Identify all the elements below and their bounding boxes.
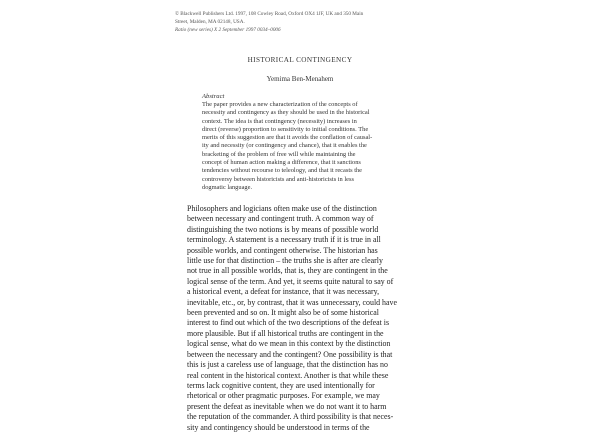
body-line: terms lack cognitive content, they are used intentionally for <box>187 380 375 390</box>
body-line: rhetorical or other pragmatic purposes. For example, we may <box>187 391 380 401</box>
abstract-text <box>202 101 418 192</box>
body-line: the reputation of the commander. A third possibility is that neces- <box>187 412 394 422</box>
abstract-line: tendencies without recourse to teleology, and that it recasts the <box>202 167 363 175</box>
body-line: logical sense of the term. And yet, it seems quite natural to say of <box>187 276 394 286</box>
copyright-line: Ratio (new series) X 2 September 1997 0034–0006 <box>175 27 281 33</box>
body-paragraph <box>187 204 452 433</box>
body-line: between necessary and contingent truth. A common way of <box>187 214 374 224</box>
body-line: possible worlds, and contingent otherwise. The historian has <box>187 245 378 255</box>
body-line: inevitable, etc., or, by contrast, that it was unnecessary, could have <box>187 297 397 307</box>
article-author: Yemima Ben-Menahem <box>266 75 334 83</box>
body-line: real content in the historical context. Another is that while these <box>187 370 389 380</box>
body-line: between the necessary and the contingent? One possibility is that <box>187 349 393 359</box>
abstract-line: The paper provides a new characterization of the concepts of <box>202 101 358 108</box>
body-line: a historical event, a defeat for instance, that it was necessary, <box>187 287 380 297</box>
copyright-line: © Blackwell Publishers Ltd. 1997, 108 Cowley Road, Oxford OX4 1JF, UK and 350 Main <box>175 11 364 17</box>
abstract-line: bracketing of the problem of free will while maintaining the <box>202 150 356 158</box>
body-line: more plausible. But if all historical truths are contingent in the <box>187 328 384 338</box>
body-line: Philosophers and logicians often make use of the distinction <box>187 204 377 213</box>
abstract-line: necessity and contingency as they should be used in the historical <box>202 109 370 117</box>
body-line: distinguishing the two notions is by means of possible world <box>187 224 379 234</box>
body-line: not true in all possible worlds, that is, they are contingent in the <box>187 266 388 276</box>
body-line: sity and contingency should be understood in terms of the <box>187 422 370 432</box>
body-line: this is just a careless use of language, that the distinction has no <box>187 360 388 370</box>
body-line: little use for that distinction – the truths she is after are clearly <box>187 256 383 266</box>
abstract-heading: Abstract <box>202 93 225 100</box>
abstract-line: dogmatic language. <box>202 183 253 191</box>
copyright-notice <box>175 10 435 34</box>
abstract-line: controversy between historicists and anti-historicists in less <box>202 175 354 183</box>
abstract-line: merits of this suggestion are that it avoids the conflation of causal- <box>202 134 373 142</box>
article-title: HISTORICAL CONTINGENCY <box>247 56 353 64</box>
abstract-line: context. The idea is that contingency (necessity) increases in <box>202 117 357 125</box>
body-line: present the defeat as inevitable when we do not want it to harm <box>187 401 387 411</box>
body-line: been prevented and so on. It might also be of some historical <box>187 308 379 318</box>
copyright-line: Street, Malden, MA 02148, USA. <box>175 19 245 25</box>
body-line: logical sense, what do we mean in this context by the distinction <box>187 339 391 349</box>
abstract-line: direct (reverse) proportion to sensitivity to initial conditions. The <box>202 125 369 133</box>
body-line: terminology. A statement is a necessary truth if it is true in all <box>187 235 381 245</box>
abstract-line: ity and necessity (or contingency and chance), that it enables the <box>202 142 367 150</box>
body-line: interest to find out which of the two descriptions of the defeat is <box>187 318 390 328</box>
abstract-line: concept of human action making a difference, that it sanctions <box>202 159 361 167</box>
